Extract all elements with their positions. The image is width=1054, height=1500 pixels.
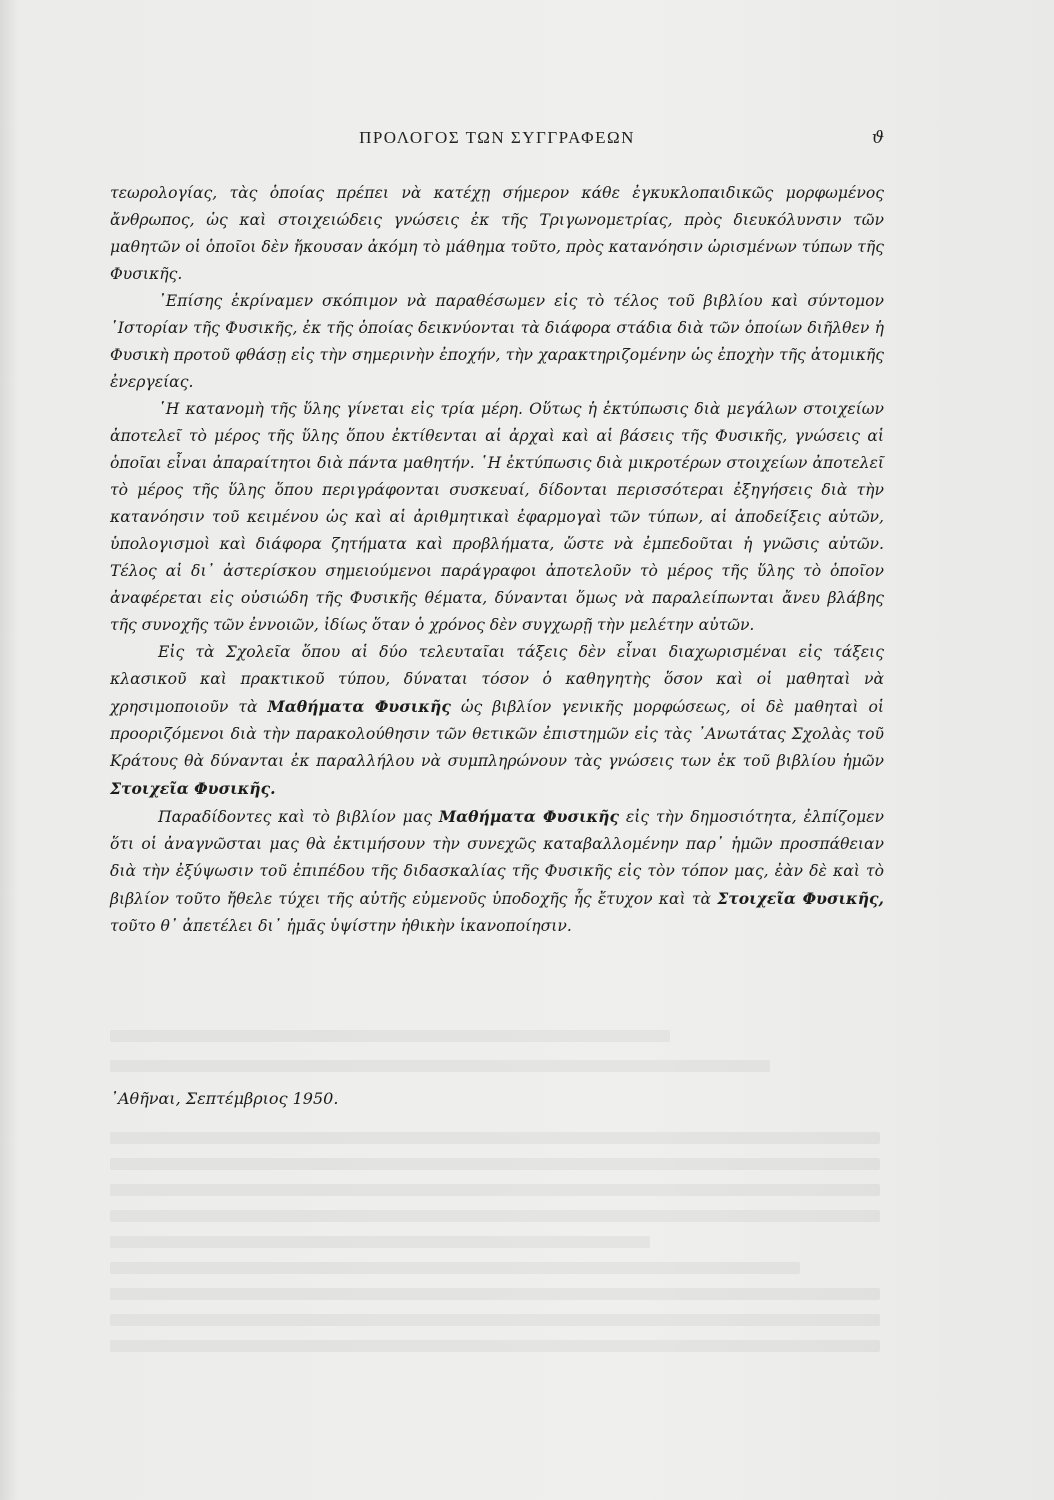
text-run: τεωρολογίας, τὰς ὁποίας πρέπει νὰ κατέχῃ σήμερον κάθε ἐγκυκλοπαιδικῶς μορφωμένος ἄνθρωπος, ὡς καὶ στοιχειώδεις γνώσεις ἐκ τῆς Τριγωνομετρίας, πρὸς διευκόλυνσιν τῶν μαθητῶν οἱ ὁποῖοι δὲν ἤκουσαν ἀκόμη τὸ μάθημα τοῦτο, πρὸς κατανόησιν ὡρισμένων τύπων τῆς Φυσικῆς.: [110, 184, 884, 283]
book-title-bold: Στοιχεῖα Φυσικῆς,: [717, 889, 884, 908]
place-date-signature: ᾿Αθῆναι, Σεπτέμβριος 1950.: [110, 1089, 339, 1108]
body-text: [110, 180, 884, 940]
book-title-bold: Στοιχεῖα Φυσικῆς.: [110, 779, 276, 798]
bleed-through-line: [110, 1314, 880, 1326]
text-run: εἰς τὴν δημοσιότητα, ἐλπίζομεν ὅτι οἱ ἀναγνῶσται μας θὰ ἐκτιμήσουν τὴν συνεχῶς καταβαλλομένην παρ᾿ ἡμῶν προσπάθειαν διὰ τὴν ἐξύψωσιν τοῦ ἐπιπέδου τῆς διδασκαλίας τῆς Φυσικῆς εἰς τὸν τόπον μας, ἐὰν δὲ καὶ τὸ βιβλίον τοῦτο ἤθελε τύχει τῆς αὐτῆς εὐμενοῦς ὑποδοχῆς ἧς ἔτυχον καὶ τὰ: [110, 808, 884, 908]
paragraph: [110, 396, 884, 639]
bleed-through-line: [110, 1262, 800, 1274]
page-number: ϑ: [871, 128, 884, 148]
text-run: Εἰς τὰ Σχολεῖα ὅπου αἱ δύο τελευταῖαι τάξεις δὲν εἶναι διαχωρισμέναι εἰς τάξεις κλασικοῦ καὶ πρακτικοῦ τύπου, δύναται τόσον ὁ καθηγητὴς ὅσον καὶ οἱ μαθηταὶ νὰ χρησιμοποιοῦν τὰ: [110, 643, 884, 716]
paragraph: [110, 803, 884, 940]
bleed-through-line: [110, 1158, 880, 1170]
bleed-through-line: [110, 1060, 770, 1072]
bleed-through-line: [110, 1184, 880, 1196]
book-title-bold: Μαθήματα Φυσικῆς: [438, 807, 620, 826]
book-title-bold: Μαθήματα Φυσικῆς: [267, 697, 451, 716]
bleed-through-line: [110, 1132, 880, 1144]
paragraph: [110, 180, 884, 288]
paragraph: [110, 639, 884, 803]
page-header: [110, 128, 884, 152]
bleed-through-line: [110, 1340, 880, 1352]
paragraph: [110, 288, 884, 396]
running-head: ΠΡΟΛΟΓΟΣ ΤΩΝ ΣΥΓΓΡΑΦΕΩΝ: [359, 128, 635, 147]
bleed-through-line: [110, 1236, 650, 1248]
text-run: τοῦτο θ᾿ ἀπετέλει δι᾿ ἡμᾶς ὑψίστην ἠθικὴν ἱκανοποίησιν.: [110, 917, 572, 935]
text-run: ὡς βιβλίον γενικῆς μορφώσεως, οἱ δὲ μαθηταὶ οἱ προοριζόμενοι διὰ τὴν παρακολούθησιν τῶν θετικῶν ἐπιστημῶν εἰς τὰς ᾿Ανωτάτας Σχολὰς τοῦ Κράτους θὰ δύνανται ἐκ παραλλήλου νὰ συμπληρώνουν τὰς γνώσεις των ἐκ τοῦ βιβλίου ἡμῶν: [110, 698, 884, 770]
bleed-through-line: [110, 1030, 670, 1042]
text-run: Παραδίδοντες καὶ τὸ βιβλίον μας: [158, 808, 439, 826]
text-run: ᾿Επίσης ἐκρίναμεν σκόπιμον νὰ παραθέσωμεν εἰς τὸ τέλος τοῦ βιβλίου καὶ σύντομον ῾Ιστορίαν τῆς Φυσικῆς, ἐκ τῆς ὁποίας δεικνύονται τὰ διάφορα στάδια διὰ τῶν ὁποίων διῆλθεν ἡ Φυσικὴ προτοῦ φθάσῃ εἰς τὴν σημερινὴν ἐποχήν, τὴν χαρακτηριζομένην ὡς ἐποχὴν τῆς ἀτομικῆς ἐνεργείας.: [110, 292, 884, 391]
bleed-through-line: [110, 1210, 880, 1222]
bleed-through-line: [110, 1288, 880, 1300]
text-run: ῾Η κατανομὴ τῆς ὕλης γίνεται εἰς τρία μέρη. Οὕτως ἡ ἐκτύπωσις διὰ μεγάλων στοιχείων ἀποτελεῖ τὸ μέρος τῆς ὕλης ὅπου ἐκτίθενται αἱ ἀρχαὶ καὶ αἱ βάσεις τῆς Φυσικῆς, γνώσεις αἱ ὁποῖαι εἶναι ἀπαραίτητοι διὰ πάντα μαθητήν. ῾Η ἐκτύπωσις διὰ μικροτέρων στοιχείων ἀποτελεῖ τὸ μέρος τῆς ὕλης ὅπου περιγράφονται συσκευαί, δίδονται περισσότεραι ἐξηγήσεις διὰ τὴν κατανόησιν τοῦ κειμένου ὡς καὶ αἱ ἀριθμητικαὶ ἐφαρμογαὶ τῶν τύπων, αἱ ἀποδείξεις αὐτῶν, ὑπολογισμοὶ καὶ διάφορα ζητήματα καὶ προβλήματα, ὥστε νὰ ἐμπεδοῦται ἡ γνῶσις αὐτῶν. Τέλος αἱ δι᾿ ἀστερίσκου σημειούμενοι παράγραφοι ἀποτελοῦν τὸ μέρος τῆς ὕλης τὸ ὁποῖον ἀναφέρεται εἰς οὐσιώδη τῆς Φυσικῆς θέματα, δύνανται ὅμως νὰ παραλείπωνται ἄνευ βλάβης τῆς συνοχῆς τῶν ἐννοιῶν, ἰδίως ὅταν ὁ χρόνος δὲν συγχωρῇ τὴν μελέτην αὐτῶν.: [110, 400, 884, 634]
